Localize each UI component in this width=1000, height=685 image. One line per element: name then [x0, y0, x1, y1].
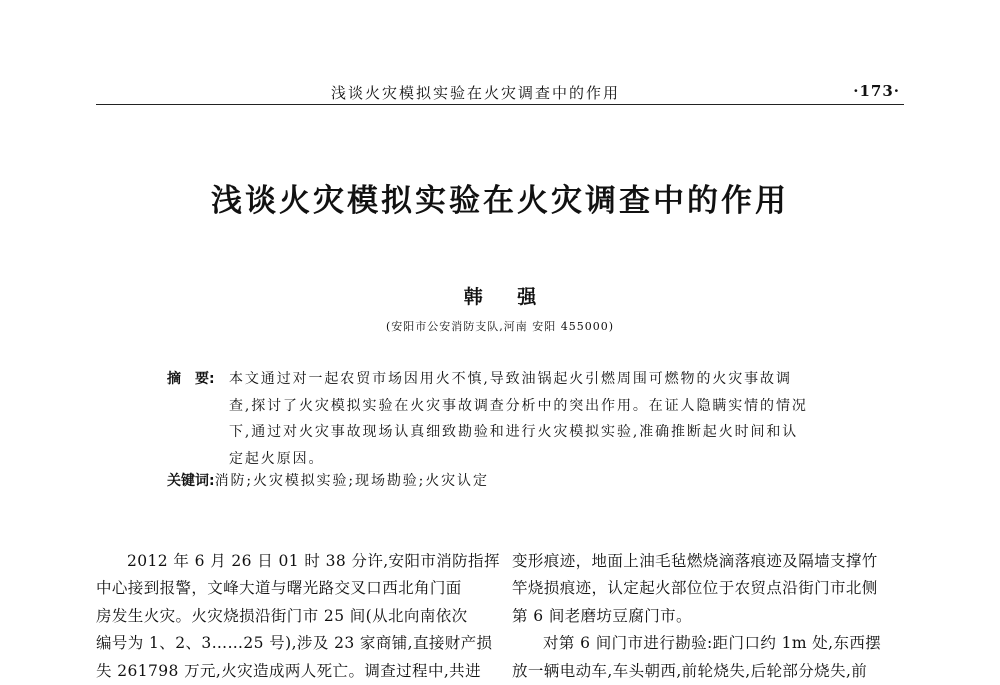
- article-title: 浅谈火灾模拟实验在火灾调查中的作用: [211, 183, 789, 219]
- abstract-label: 摘 要:: [167, 371, 215, 387]
- body-line: 中心接到报警，文峰大道与曙光路交叉口西北角门面: [96, 579, 462, 598]
- body-line: 房发生火灾。火灾烧损沿街门市 25 间(从北向南依次: [96, 606, 468, 625]
- abstract: [167, 366, 842, 472]
- header-rule: [96, 104, 904, 105]
- body-column-right: [512, 548, 906, 685]
- keywords-label: 关键词:: [167, 473, 215, 489]
- running-header: [96, 80, 904, 106]
- abstract-line: 下,通过对火灾事故现场认真细致勘验和进行火灾模拟实验,准确推断起火时间和认: [229, 424, 799, 440]
- keywords-text: 消防;火灾模拟实验;现场勘验;火灾认定: [214, 473, 489, 489]
- abstract-line: 摘 要: 本文通过对一起农贸市场因用火不慎,导致油锅起火引燃周围可燃物的火灾事故调: [167, 366, 842, 393]
- body-line: 放一辆电动车,车头朝西,前轮烧失,后轮部分烧失,前: [512, 661, 868, 680]
- body-line: 竿烧损痕迹，认定起火部位位于农贸点沿街门市北侧: [512, 579, 878, 598]
- keywords: [167, 470, 842, 490]
- author-name: 韩 强: [463, 286, 551, 308]
- body-line: 编号为 1、2、3……25 号),涉及 23 家商铺,直接财产损: [96, 634, 493, 653]
- running-title: 浅谈火灾模拟实验在火灾调查中的作用: [331, 84, 621, 102]
- body-line: 2012 年 6 月 26 日 01 时 38 分许,安阳市消防指挥: [127, 552, 500, 570]
- body-line: 失 261798 万元,火灾造成两人死亡。调查过程中,共进: [96, 661, 481, 680]
- body-column-left: [96, 548, 500, 685]
- body-line: 变形痕迹，地面上油毛毡燃烧滴落痕迹及隔墙支撑竹: [512, 552, 878, 570]
- body-line: 对第 6 间门市进行勘验:距门口约 1m 处,东西摆: [543, 634, 882, 653]
- author-affiliation: (安阳市公安消防支队,河南 安阳 455000): [385, 320, 615, 333]
- abstract-line: 查,探讨了火灾模拟实验在火灾事故调查分析中的突出作用。在证人隐瞒实情的情况: [229, 397, 808, 414]
- body-line: 第 6 间老磨坊豆腐门市。: [512, 606, 692, 625]
- abstract-line: 定起火原因。: [229, 450, 325, 467]
- page-number: ·173·: [853, 82, 900, 100]
